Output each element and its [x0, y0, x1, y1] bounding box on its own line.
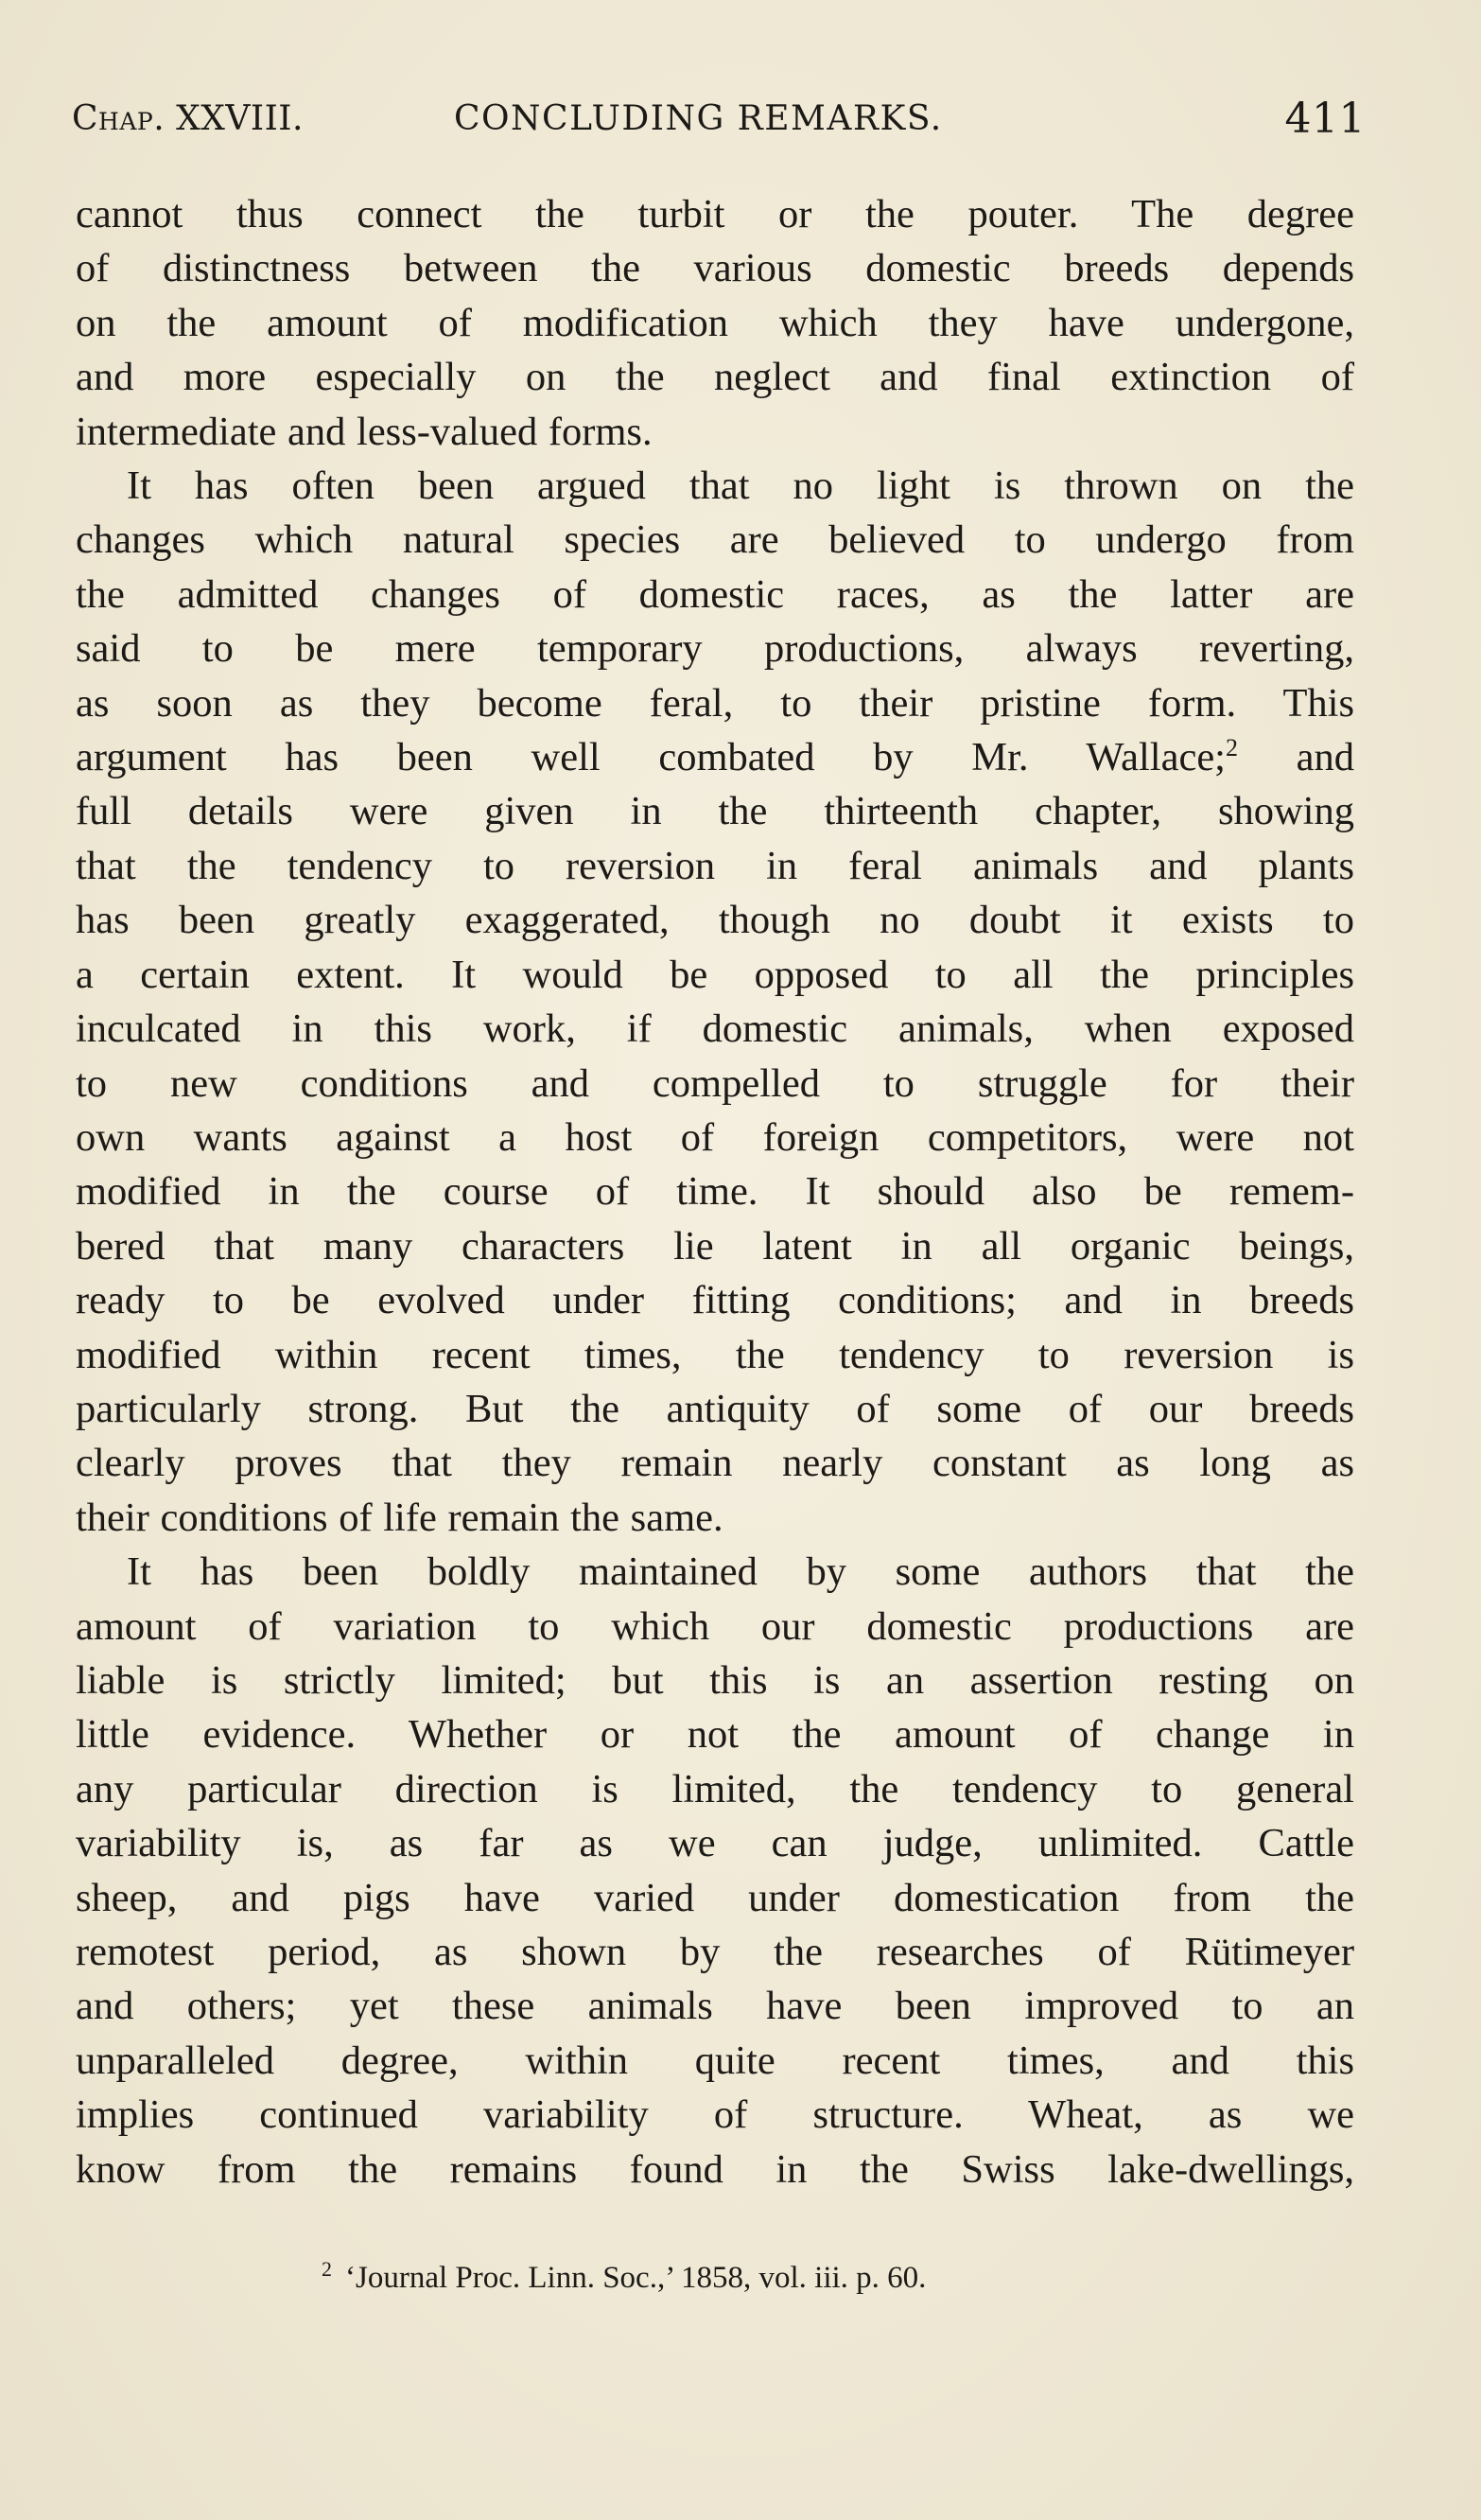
text-line: of distinctness between the various domestic breeds depends [76, 246, 1354, 291]
running-head [72, 91, 1366, 148]
text-line: inculcated in this work, if domestic animals, when exposed [76, 1006, 1354, 1052]
text-line-segment: and [1296, 735, 1355, 780]
text-line: It has been boldly maintained by some authors that the [127, 1549, 1354, 1595]
text-line: modified in the course of time. It should also be remem- [76, 1169, 1354, 1215]
text-line: implies continued variability of structure. Wheat, as we [76, 2092, 1354, 2138]
text-line-with-footnote-ref [76, 730, 1354, 784]
text-line: know from the remains found in the Swiss lake-dwellings, [76, 2146, 1354, 2192]
text-line: own wants against a host of foreign competitors, were not [76, 1114, 1354, 1160]
text-line: changes which natural species are believed to undergo from [76, 517, 1354, 563]
text-line: cannot thus connect the turbit or the pouter. The degree [76, 192, 1354, 236]
text-line: the admitted changes of domestic races, as the latter are [76, 571, 1354, 617]
text-line: said to be mere temporary productions, always reverting, [76, 626, 1354, 672]
text-line: and more especially on the neglect and final extinction of [76, 355, 1354, 400]
text-line: any particular direction is limited, the tendency to general [76, 1766, 1354, 1811]
text-line: clearly proves that they remain nearly constant as long as [76, 1441, 1354, 1486]
text-line: and others; yet these animals have been improved to an [76, 1984, 1354, 2029]
text-line: bered that many characters lie latent in all organic beings, [76, 1223, 1354, 1269]
page-number: 411 [1284, 95, 1366, 143]
text-line: intermediate and less-valued forms. [76, 409, 653, 454]
text-line: their conditions of life remain the same. [76, 1495, 723, 1540]
footnote [322, 2255, 1173, 2301]
text-line: modified within recent times, the tendency to reversion is [76, 1332, 1354, 1377]
text-line: full details were given in the thirteenth chapter, showing [76, 789, 1354, 834]
running-title: CONCLUDING REMARKS. [454, 99, 943, 138]
text-line: that the tendency to reversion in feral animals and plants [76, 843, 1354, 888]
text-line-segment: argument has been well combated by Mr. Wallace; [76, 735, 1226, 780]
text-line: has been greatly exaggerated, though no doubt it exists to [76, 898, 1354, 943]
body-text [76, 187, 1354, 2196]
text-line: amount of variation to which our domestic productions are [76, 1603, 1354, 1649]
text-line: to new conditions and compelled to struggle for their [76, 1060, 1354, 1106]
chapter-label: Chap. XXVIII. [72, 99, 304, 138]
text-line: sheep, and pigs have varied under domestication from the [76, 1875, 1354, 1920]
footnote-mark: 2 [322, 2257, 332, 2281]
footnote-text: ‘Journal Proc. Linn. Soc.,’ 1858, vol. iii. p. 60. [345, 2261, 927, 2295]
text-line: particularly strong. But the antiquity of some of our breeds [76, 1386, 1354, 1431]
text-line: unparalleled degree, within quite recent times, and this [76, 2038, 1354, 2083]
text-line: on the amount of modification which they have undergone, [76, 300, 1354, 345]
text-line: liable is strictly limited; but this is an assertion resting on [76, 1657, 1354, 1703]
text-line: It has often been argued that no light is thrown on the [127, 464, 1354, 509]
text-line: remotest period, as shown by the researches of Rütimeyer [76, 1930, 1354, 1974]
text-line: variability is, as far as we can judge, unlimited. Cattle [76, 1821, 1354, 1866]
text-line: a certain extent. It would be opposed to all the principles [76, 952, 1354, 997]
text-line: as soon as they become feral, to their pristine form. This [76, 680, 1354, 726]
footnote-reference[interactable]: 2 [1226, 733, 1238, 761]
text-line: little evidence. Whether or not the amount of change in [76, 1712, 1354, 1758]
text-line: ready to be evolved under fitting conditions; and in breeds [76, 1278, 1354, 1323]
